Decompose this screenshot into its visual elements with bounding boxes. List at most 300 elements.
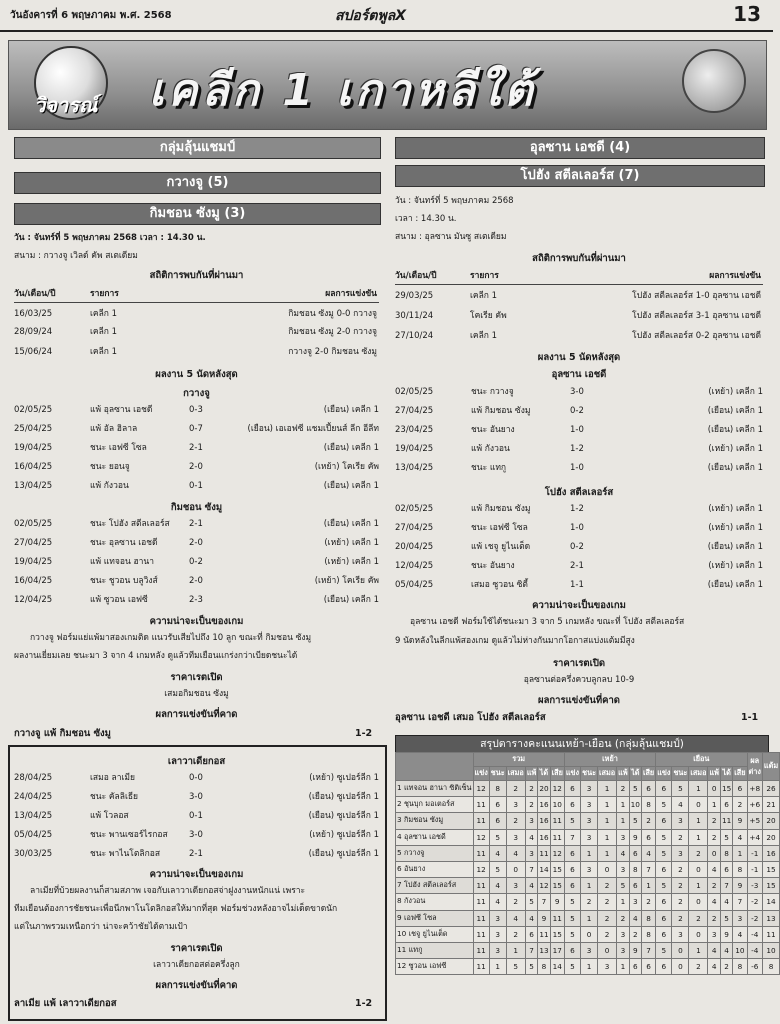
table-row [396,813,780,829]
table-cell: 0 [708,845,721,861]
form-score: 1-0 [570,463,584,473]
divider [14,302,379,303]
form-result: ชนะ เอฟซี โซล [90,443,147,453]
table-cell: 8 [720,845,732,861]
price-title: ราคาเรตเปิด [170,943,223,954]
home-team-heading: อุลซาน เอชดี (4) [395,137,765,159]
table-subheader: ชนะ [489,767,506,781]
form-date: 27/04/25 [14,538,53,548]
table-cell: 5 [564,910,580,926]
table-cell: 12 [473,861,489,877]
table-cell: 2 [581,894,598,910]
table-cell: 4 [708,942,721,958]
form-competition: (เยือน) เคลีก 1 [707,542,763,552]
table-cell: 6 [564,878,580,894]
form-result: แพ้ อัล ฮิลาล [90,424,138,434]
analysis-text: 9 นัดหลังในลีกแพ้สองเกม ดูแล้วไม่ห่างกันมากโอกาสแบ่งแต้มมีสูง [395,636,635,646]
h2h-result: กวางจู 2-0 กิมชอน ซังมู [288,347,377,357]
match-date: วัน : จันทร์ที่ 5 พฤษภาคม 2568 เวลา : 14.30 น. [14,233,206,243]
table-subheader: เสีย [733,767,747,781]
table-cell: 5 [720,829,732,845]
table-cell: 11 [473,797,489,813]
table-cell: 6 [629,845,641,861]
table-cell: 11 [473,910,489,926]
table-cell: 14 [538,861,550,877]
brand-logo: สปอร์ตพูลX [335,8,407,24]
table-cell: 15 [720,781,732,797]
form-score: 0-7 [189,424,203,434]
h2h-result: กิมชอน ซังมู 0-0 กวางจู [288,309,377,319]
h2h-result: กิมชอน ซังมู 2-0 กวางจู [288,327,377,337]
prediction-text: ลาเมีย แพ้ เลาวาเดียกอส [14,998,117,1009]
table-cell: -2 [747,910,762,926]
form-date: 02/05/25 [14,405,53,415]
form-result: ชนะ ชูวอน บลูวิงส์ [90,576,158,586]
table-cell: 5 [720,910,732,926]
table-cell: 11 [720,813,732,829]
form-score: 1-2 [570,444,584,454]
form-score: 1-0 [570,425,584,435]
analysis-title: ความน่าจะเป็นของเกม [149,869,244,880]
table-cell: 4 [672,797,689,813]
form-date: 12/04/25 [14,595,53,605]
table-cell: 2 [506,926,525,942]
team-name: 10 เชจู ยูไนเต็ด [396,926,474,942]
form-competition: (เยือน) เคลีก 1 [323,481,379,491]
table-cell: 2 [672,894,689,910]
table-cell: 11 [473,813,489,829]
table-cell: 5 [489,829,506,845]
table-cell: 3 [581,781,598,797]
table-cell: 4 [708,861,721,877]
table-cell: 6 [564,845,580,861]
form-score: 0-3 [189,405,203,415]
table-cell: 13 [762,910,779,926]
table-cell: 0 [581,926,598,942]
table-cell: 6 [733,781,747,797]
table-cell: 4 [720,894,732,910]
table-cell: 5 [506,959,525,975]
team-name: 8 กังวอน [396,894,474,910]
soccer-ball-icon [682,49,746,113]
table-cell: 11 [538,845,550,861]
table-cell: 4 [733,926,747,942]
table-cell: 14 [550,959,564,975]
away-team-heading: โปฮัง สตีลเลอร์ส (7) [395,165,765,187]
table-cell: 10 [762,942,779,958]
form-date: 05/04/25 [395,580,434,590]
table-cell: 11 [550,813,564,829]
table-cell: 5 [564,959,580,975]
form-date: 19/04/25 [14,557,53,567]
table-cell: 6 [656,861,672,877]
divider [395,284,763,285]
table-cell: 4 [489,878,506,894]
form-result: แพ้ กังวอน [471,444,510,454]
form-score: 2-0 [189,576,203,586]
h2h-comp: เคลีก 1 [90,327,118,337]
form-result: แพ้ แทจอน ฮานา [90,557,155,567]
table-cell: 5 [629,781,641,797]
form-competition: (เยือน) ซูเปอร์ลีก 1 [308,792,379,802]
price-value: เลาวาเดียกอสต่อครึ่งลูก [153,960,240,970]
table-cell: 2 [641,894,655,910]
table-cell: 4 [489,894,506,910]
group-heading: กลุ่มลุ้นแชมป์ [14,137,381,159]
table-cell: 5 [656,829,672,845]
team-name: 1 แทจอน ฮานา ซิติเซ็น [396,781,474,797]
table-cell: 1 [506,942,525,958]
table-cell: 6 [720,797,732,813]
form-result: แพ้ ซูวอน เอฟซี [90,595,148,605]
prediction-title: ผลการแข่งขันที่คาด [155,980,238,991]
h2h-comp: เคลีก 1 [470,291,498,301]
table-cell: 11 [473,926,489,942]
form-result: ชนะ อันยาง [471,561,515,571]
table-cell: 2 [672,861,689,877]
h2h-title: สถิติการพบกันที่ผ่านมา [532,253,626,264]
table-cell: 2 [708,829,721,845]
table-cell: 11 [762,926,779,942]
table-cell: 1 [617,959,630,975]
table-cell: 15 [762,878,779,894]
form-score: 1-2 [570,504,584,514]
table-cell: 1 [581,878,598,894]
form-result: แพ้ โวลอส [90,811,129,821]
table-cell: 7 [733,894,747,910]
h2h-date: 16/03/25 [14,309,53,319]
table-row [396,926,780,942]
table-cell: 0 [689,894,708,910]
table-cell: 3 [672,813,689,829]
table-cell: 2 [672,910,689,926]
team-name: 11 แทกู [396,942,474,958]
form-result: แพ้ กังวอน [90,481,129,491]
table-cell: 12 [473,781,489,797]
team-form-title: กิมชอน ซังมู [170,502,223,513]
form-competition: (เยือน) เคลีก 1 [707,580,763,590]
table-cell: 3 [525,845,538,861]
table-cell: 10 [550,797,564,813]
table-cell: 3 [672,926,689,942]
table-cell: 3 [506,829,525,845]
table-cell: 5 [656,942,672,958]
table-cell: 6 [564,942,580,958]
form-result: ชนะ คัลลิเธีย [90,792,139,802]
table-cell: 2 [689,845,708,861]
table-cell: 1 [733,845,747,861]
form-competition: (เหย้า) เคลีก 1 [708,561,763,571]
table-cell: 4 [708,894,721,910]
table-cell: 11 [550,910,564,926]
table-cell: 8 [733,861,747,877]
table-cell: 0 [672,959,689,975]
table-cell: 2 [708,878,721,894]
table-cell: 2 [689,910,708,926]
masthead [0,0,773,32]
table-cell: 7 [720,878,732,894]
table-row [396,878,780,894]
team-form-title: อุลซาน เอชดี [551,369,607,380]
table-cell: 1 [598,797,617,813]
table-cell: 2 [525,781,538,797]
table-cell: 16 [538,829,550,845]
form-competition: (เยือน) เคลีก 1 [323,595,379,605]
table-cell: 4 [506,845,525,861]
table-row [396,959,780,975]
form-competition: (เหย้า) เคลีก 1 [708,444,763,454]
table-subheader: แพ้ [708,767,721,781]
form-date: 20/04/25 [395,542,434,552]
table-cell: 1 [598,813,617,829]
table-cell: 6 [525,926,538,942]
form-result: ชนะ อันยาง [471,425,515,435]
table-cell: 15 [550,878,564,894]
table-cell: +8 [747,781,762,797]
table-cell: 11 [473,878,489,894]
price-value: อุลซานต่อครึ่งควบลูกลบ 10-9 [523,675,635,685]
table-cell: 3 [489,910,506,926]
table-cell: 2 [598,894,617,910]
table-cell: 6 [656,926,672,942]
form-score: 0-2 [570,406,584,416]
table-cell: 2 [506,813,525,829]
table-cell: -3 [747,878,762,894]
form-competition: (เยือน) เคลีก 1 [323,519,379,529]
form-score: 0-1 [189,481,203,491]
table-cell: 3 [489,942,506,958]
table-cell: 3 [581,813,598,829]
table-cell: 9 [538,910,550,926]
form-score: 2-1 [189,519,203,529]
form-competition: (เหย้า) เคลีก 1 [708,523,763,533]
form-result: ชนะ เอฟซี โซล [471,523,528,533]
table-cell: 2 [708,910,721,926]
table-header: ผลต่าง [747,753,762,781]
prediction-score: 1-2 [355,728,373,739]
form-competition: (เยือน) เคลีก 1 [707,406,763,416]
table-cell: 1 [689,829,708,845]
form-score: 0-2 [189,557,203,567]
form-date: 02/05/25 [395,387,434,397]
form-competition: (เหย้า) เคลีก 1 [708,504,763,514]
team-form-title: กวางจู [183,388,210,399]
banner-prefix: วิจารณ์ [34,93,98,117]
table-cell: -2 [747,894,762,910]
table-cell: 6 [629,959,641,975]
table-cell: 11 [473,894,489,910]
h2h-comp: โคเรีย คัพ [470,311,507,321]
form-competition: (เยือน) เคลีก 1 [323,443,379,453]
table-cell: 9 [629,942,641,958]
prediction-text: กวางจู แพ้ กิมชอน ซังมู [14,728,111,739]
form-competition: (เหย้า) เคลีก 1 [324,557,379,567]
form-competition: (เหย้า) เคลีก 1 [324,538,379,548]
table-subheader: ได้ [629,767,641,781]
table-cell: 16 [538,813,550,829]
form-date: 19/04/25 [395,444,434,454]
table-cell: 8 [641,797,655,813]
table-cell: 6 [656,813,672,829]
form-score: 3-0 [189,830,203,840]
form-date: 05/04/25 [14,830,53,840]
table-cell: -4 [747,926,762,942]
table-cell: 1 [581,910,598,926]
table-cell: 11 [473,942,489,958]
table-subheader: ชนะ [581,767,598,781]
table-cell: 1 [581,959,598,975]
table-cell: 3 [506,797,525,813]
table-cell: 6 [629,878,641,894]
h2h-title: สถิติการพบกันที่ผ่านมา [149,270,244,281]
table-cell: 11 [550,829,564,845]
table-subheader: เสีย [550,767,564,781]
table-cell: 4 [525,878,538,894]
analysis-text: ลาเมียที่บ้วยผลงานก็สามสภาพ เจอกับเลาวาเดียกอสจ่าฝูงงานหนักแน่ เพราะ [30,886,306,896]
table-subheader: ชนะ [672,767,689,781]
h2h-col-result: ผลการแข่งขัน [709,271,761,281]
form-result: ชนะ พานเซอร์ไรกอส [90,830,168,840]
table-cell: 2 [629,926,641,942]
table-cell: 7 [525,861,538,877]
table-cell: 3 [708,926,721,942]
table-cell: 7 [525,942,538,958]
table-subheader: แข่ง [656,767,672,781]
form-date: 02/05/25 [395,504,434,514]
form-date: 27/04/25 [395,406,434,416]
form-result: ชนะ โปฮัง สตีลเลอร์ส [90,519,170,529]
table-subheader: แข่ง [564,767,580,781]
form-date: 27/04/25 [395,523,434,533]
team-name: 12 ซูวอน เอฟซี [396,959,474,975]
h2h-date: 28/09/24 [14,327,53,337]
team-name: 5 กวางจู [396,845,474,861]
table-cell: 2 [617,781,630,797]
table-cell: 3 [733,910,747,926]
table-header: เยือน [656,753,747,767]
table-subheader: เสีย [641,767,655,781]
form-score: 2-3 [189,595,203,605]
table-cell: 9 [629,829,641,845]
table-cell: 5 [672,781,689,797]
form-competition: (เยือน) ซูเปอร์ลีก 1 [308,849,379,859]
table-cell: 6 [656,959,672,975]
table-cell: 5 [629,813,641,829]
table-cell: 5 [617,878,630,894]
table-cell: 0 [598,861,617,877]
team-name: 7 โปฮัง สตีลเลอร์ส [396,878,474,894]
price-title: ราคาเรตเปิด [170,672,223,683]
table-cell: 1 [617,813,630,829]
table-header: เหย้า [564,753,655,767]
table-subheader: ได้ [720,767,732,781]
table-cell: 2 [641,813,655,829]
table-cell: +5 [747,813,762,829]
price-title: ราคาเรตเปิด [552,658,606,669]
table-cell: 11 [538,926,550,942]
table-cell: 3 [672,845,689,861]
table-cell: 2 [506,781,525,797]
team-form-title: โปฮัง สตีลเลอร์ส [544,487,614,498]
analysis-title: ความน่าจะเป็นของเกม [149,616,244,627]
analysis-text: อุลซาน เอชดี ฟอร์มใช้ได้ชนะมา 3 จาก 5 เกมหลัง ขณะที่ โปฮัง สตีลเลอร์ส [410,617,685,627]
table-cell: 0 [689,797,708,813]
table-cell: 0 [506,861,525,877]
form-score: 3-0 [189,792,203,802]
form-competition: (เยือน) เคลีก 1 [323,405,379,415]
table-cell: 1 [689,813,708,829]
form-result: ชนะ ยอนจู [90,462,130,472]
home-team-heading: กวางจู (5) [14,172,381,194]
table-cell: 0 [689,861,708,877]
table-cell: 15 [550,861,564,877]
table-cell: 8 [538,959,550,975]
table-cell: 4 [525,910,538,926]
table-cell: 3 [581,797,598,813]
form-title: ผลงาน 5 นัดหลังสุด [155,369,238,380]
table-cell: 8 [489,781,506,797]
table-cell: 17 [550,942,564,958]
analysis-text: แต่ในภาพรวมเหนือกว่า น่าจะคว้าชัยได้ตามเป้า [14,922,188,932]
form-competition: (เยือน) ซูเปอร์ลีก 1 [308,811,379,821]
table-cell: 3 [581,829,598,845]
form-title: ผลงาน 5 นัดหลังสุด [537,352,621,363]
table-cell: 3 [617,942,630,958]
table-cell: -4 [747,942,762,958]
form-date: 16/04/25 [14,576,53,586]
table-cell: 3 [489,926,506,942]
table-cell: 1 [489,959,506,975]
table-cell: 20 [762,813,779,829]
banner-title: เคลีก 1 เกาหลีใต้ [149,65,537,116]
table-cell: 6 [656,894,672,910]
table-cell: 5 [656,797,672,813]
table-cell: 6 [720,861,732,877]
analysis-text: ทีมเยือนต้องการชัยชนะเพื่อนีกพาโนโตลิกอสให้มากที่สุด ฟอร์มช่วงหลังอาจไม่เด็ดขาดนัก [14,904,338,914]
table-cell: 6 [656,781,672,797]
team-name: 3 กิมชอน ซังมู [396,813,474,829]
table-cell: 9 [733,878,747,894]
form-result: เสมอ ซูวอน ซิตี้ [471,580,528,590]
form-score: 2-0 [189,538,203,548]
form-date: 24/04/25 [14,792,53,802]
table-cell: 8 [733,959,747,975]
form-result: ชนะ อุลซาน เอชดี [90,538,158,548]
table-cell: 9 [550,894,564,910]
standings-table [395,752,780,975]
table-cell: 2 [708,813,721,829]
table-row [396,829,780,845]
table-cell: 20 [538,781,550,797]
table-subheader: เสมอ [689,767,708,781]
table-cell: 2 [598,926,617,942]
form-competition: (เยือน) เคลีก 1 [707,425,763,435]
table-subheader: แพ้ [617,767,630,781]
table-cell: 12 [550,781,564,797]
form-date: 12/04/25 [395,561,434,571]
table-cell: 12 [538,878,550,894]
h2h-comp: เคลีก 1 [90,347,118,357]
h2h-result: โปฮัง สตีลเลอร์ส 3-1 อุลซาน เอชดี [632,311,761,321]
table-cell: 15 [762,861,779,877]
table-cell: 5 [525,894,538,910]
table-cell: 4 [720,942,732,958]
table-cell: +4 [747,829,762,845]
standings-title: สรุปตารางคะแนนเหย้า-เยือน (กลุ่มลุ้นแชมป์) [395,735,769,754]
table-cell: 1 [689,942,708,958]
h2h-date: 27/10/24 [395,331,434,341]
section-banner [8,40,767,130]
